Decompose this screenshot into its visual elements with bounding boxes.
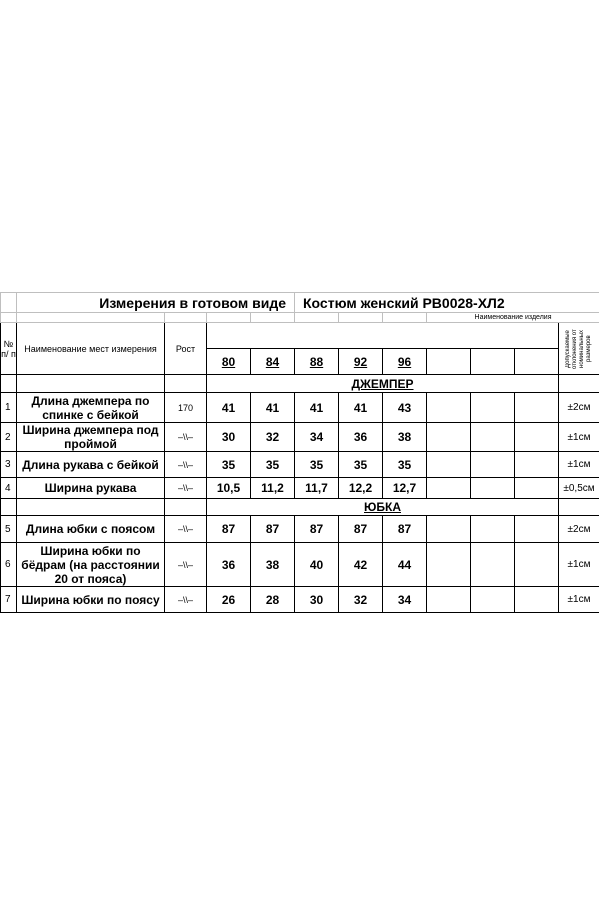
product-title: Костюм женский РВ0028-ХЛ2 [295, 293, 599, 313]
section-jumper-row [1, 375, 599, 393]
header-row-top [1, 323, 599, 349]
section-jumper: ДЖЕМПЕР [207, 375, 559, 393]
table-row: 2 Ширина джемпера под проймой –\\– 30 32 34 36 38 ±1см [1, 423, 599, 452]
product-label-row [1, 313, 599, 323]
table-row: 5 Длина юбки с поясом –\\– 87 87 87 87 87 ±2см [1, 516, 599, 543]
section-skirt: ЮБКА [207, 499, 559, 516]
size-92: 92 [339, 349, 383, 375]
title-row [1, 293, 599, 313]
size-96: 96 [383, 349, 427, 375]
column-tolerance [559, 323, 599, 375]
tolerance-label: Допускаемые отклонения от номинальных размеров [565, 328, 593, 369]
measurement-sheet [0, 292, 599, 613]
product-label: Наименование изделия [427, 313, 599, 323]
measurement-table [0, 292, 599, 613]
size-88: 88 [295, 349, 339, 375]
sheet-title: Измерения в готовом виде [17, 293, 295, 313]
table-row: 1 Длина джемпера по спинке с бейкой 170 41 41 41 41 43 ±2см [1, 393, 599, 423]
table-row: 6 Ширина юбки по бёдрам (на расстоянии 20 от пояса) –\\– 36 38 40 42 44 ±1см [1, 543, 599, 587]
table-row: 3 Длина рукава с бейкой –\\– 35 35 35 35 35 ±1см [1, 452, 599, 478]
column-height: Рост [165, 323, 207, 375]
column-name: Наименование мест измерения [17, 323, 165, 375]
table-row: 7 Ширина юбки по поясу –\\– 26 28 30 32 34 ±1см [1, 587, 599, 613]
size-80: 80 [207, 349, 251, 375]
table-row: 4 Ширина рукава –\\– 10,5 11,2 11,7 12,2 12,7 ±0,5см [1, 478, 599, 499]
section-skirt-row [1, 499, 599, 516]
column-number: № п/ п [1, 323, 17, 375]
size-84: 84 [251, 349, 295, 375]
